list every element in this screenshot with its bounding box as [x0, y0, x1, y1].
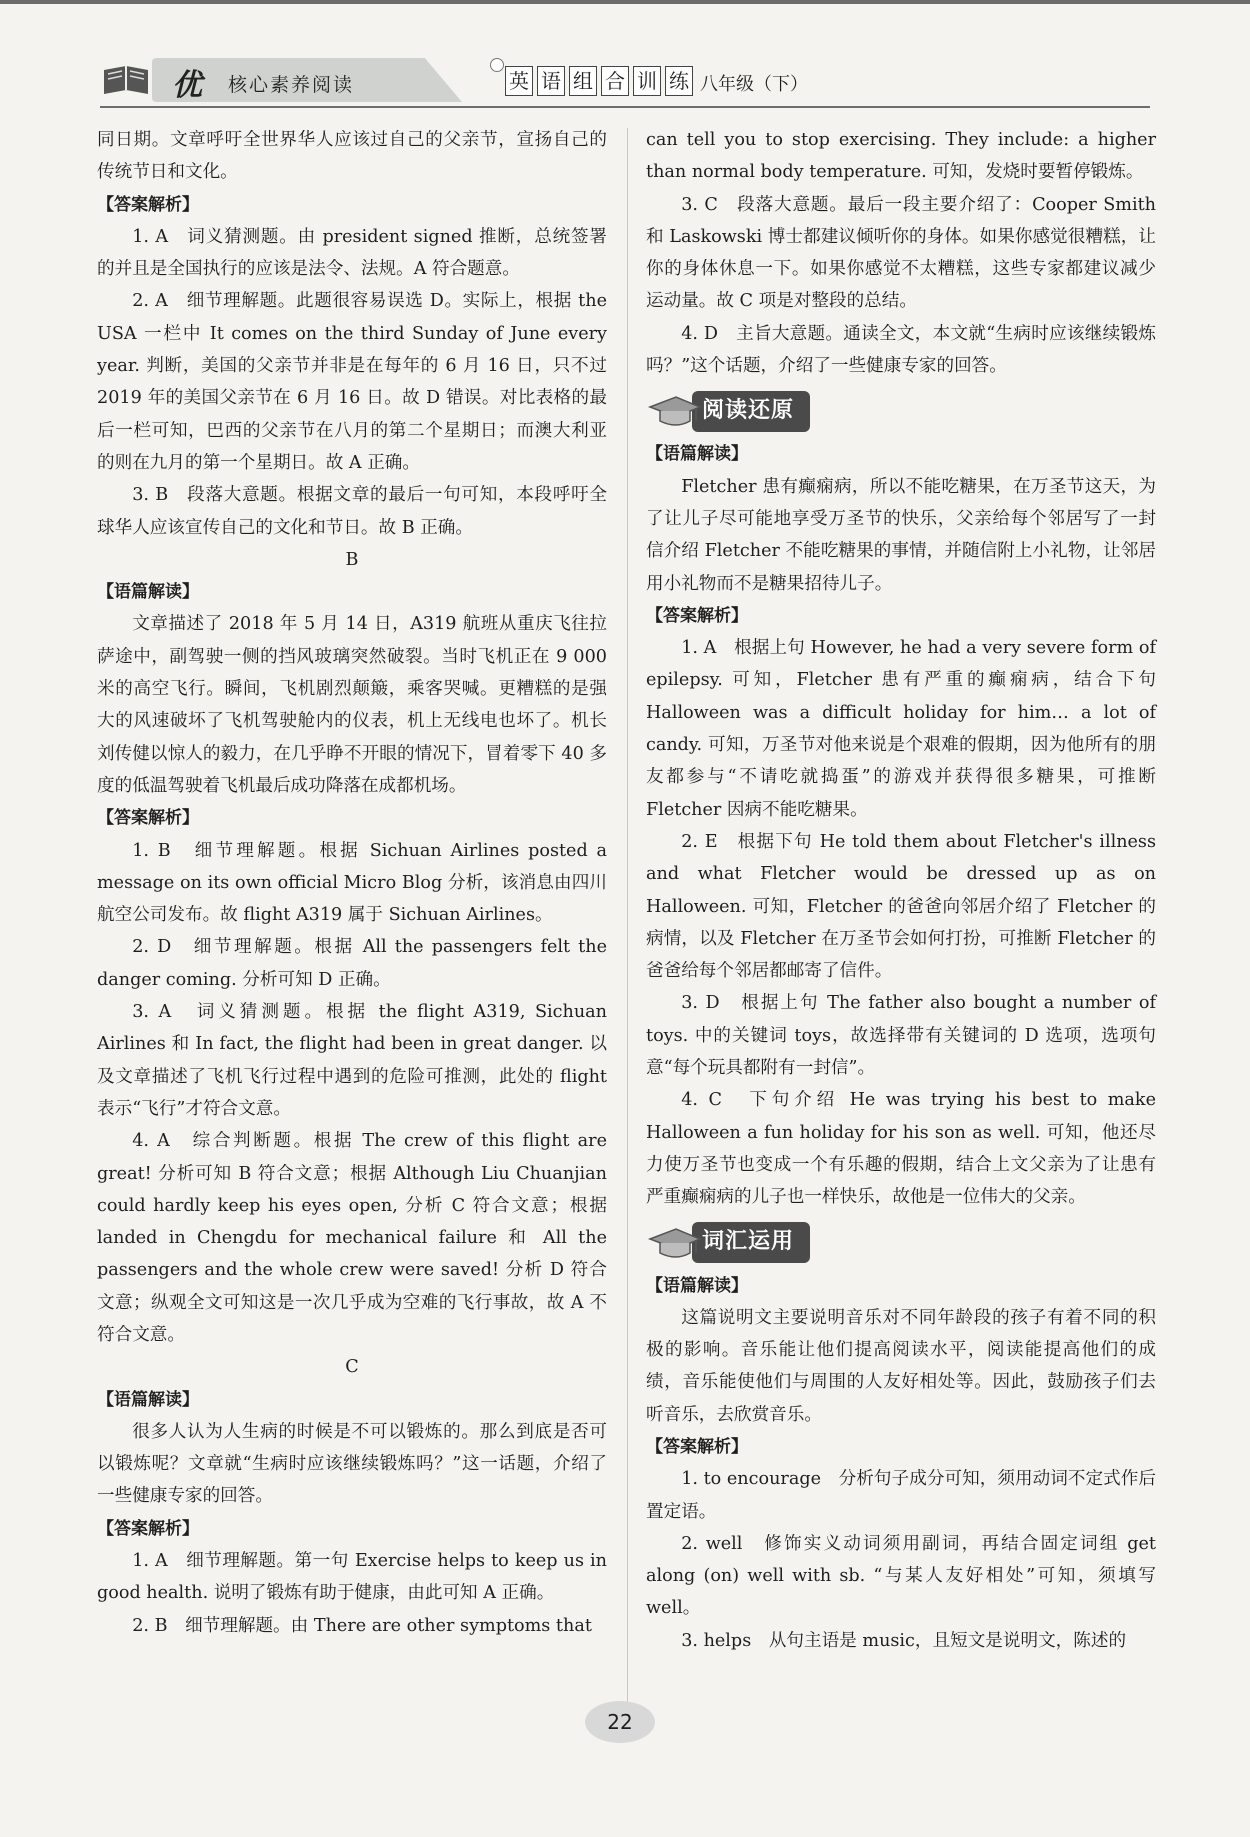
answer-label: 【答案解析】: [97, 1518, 199, 1539]
passage-summary: Fletcher 患有癫痫病，所以不能吃糖果，在万圣节这天，为了让儿子尽可能地享受万圣节的快乐，父亲给每个邻居写了一封信介绍 Fletcher 不能吃糖果的事情，并随信附上小礼物，让邻居用小礼物而不是糖果招待儿子。: [646, 476, 1156, 594]
answer-item: 4. D 主旨大意题。通读全文，本文就“生病时应该继续锻炼吗？”这个话题，介绍了一些健康专家的回答。: [646, 323, 1156, 377]
reading-label: 【语篇解读】: [646, 1275, 748, 1296]
reading-label: 【语篇解读】: [646, 444, 748, 465]
answer-item: 2. D 细节理解题。根据 All the passengers felt the danger coming. 分析可知 D 正确。: [97, 937, 607, 990]
section-heading: B: [345, 549, 359, 570]
answer-item: 2. A 细节理解题。此题很容易误选 D。实际上，根据 the USA 一栏中 It comes on the third Sunday of June every year. 判断，美国的父亲节并非是在每年的 6 月 16 日，只不过 2019 年的美国父亲节在 6 月 16 日。故 D 错误。对比表格的最后一栏可知，巴西的父亲节在八月的第二个星期日；而澳大利亚的则在九月的第一个星期日。故 A 正确。: [97, 291, 607, 473]
answer-item: 1. A 根据上句 However, he had a very severe form of epilepsy. 可知，Fletcher 患有严重的癫痫病，结合下句 Halloween was a difficult holiday for him… a lot of candy. 可知，万圣节对他来说是个艰难的假期，因为他所有的朋友都参与“不请吃就捣蛋”的游戏并获得很多糖果，可推断 Fletcher 因病不能吃糖果。: [646, 638, 1156, 820]
header-dot: [490, 58, 504, 72]
answer-item: 3. C 段落大意题。最后一段主要介绍了：Cooper Smith 和 Laskowski 博士都建议倾听你的身体。如果你感觉很糟糕，让你的身体休息一下。如果你感觉不太糟糕，这些专家都建议减少运动量。故 C 项是对整段的总结。: [646, 194, 1156, 312]
top-rule: [0, 0, 1250, 4]
answer-item: 2. well 修饰实义动词须用副词，再结合固定词组 get along (on) well with sb. “与某人友好相处”可知，须填写 well。: [646, 1533, 1156, 1619]
answer-label: 【答案解析】: [646, 605, 748, 626]
banner-title: 阅读还原: [692, 391, 810, 431]
section-heading: C: [345, 1357, 359, 1378]
paragraph: can tell you to stop exercising. They include: a higher than normal body temperature. 可知，发烧时要暂停锻炼。: [646, 130, 1156, 183]
series-title: [505, 66, 693, 96]
answer-label: 【答案解析】: [646, 1436, 748, 1457]
graduation-cap-icon: [646, 391, 702, 431]
page-number: 22: [585, 1701, 655, 1743]
answer-item: 1. A 细节理解题。第一句 Exercise helps to keep us in good health. 说明了锻炼有助于健康，由此可知 A 正确。: [97, 1551, 607, 1604]
answer-item: 3. helps 从句主语是 music，且短文是说明文，陈述的: [681, 1630, 1127, 1651]
answer-item: 2. E 根据下句 He told them about Fletcher's illness and what Fletcher would be dressed up as on Halloween. 可知，Fletcher 的爸爸向邻居介绍了 Fletcher 的病情，以及 Fletcher 在万圣节会如何打扮，可推断 Fletcher 的爸爸给每个邻居都邮寄了信件。: [646, 831, 1156, 982]
passage-summary: 文章描述了 2018 年 5 月 14 日，A319 航班从重庆飞往拉萨途中，副驾驶一侧的挡风玻璃突然破裂。当时飞机正在 9 000 米的高空飞行。瞬间，飞机剧烈颠簸，乘客哭喊。更糟糕的是强大的风速破坏了飞机驾驶舱内的仪表，机上无线电也坏了。机长刘传健以惊人的毅力，在几乎睁不开眼的情况下，冒着零下 40 多度的低温驾驶着飞机最后成功降落在成都机场。: [97, 614, 607, 796]
left-column: [97, 124, 607, 1642]
answer-item: 2. B 细节理解题。由 There are other symptoms that: [132, 1615, 592, 1636]
brand-title: 核心素养阅读: [228, 74, 355, 96]
answer-item: 4. A 综合判断题。根据 The crew of this flight are great! 分析可知 B 符合文意；根据 Although Liu Chuanjian could hardly keep his eyes open, 分析 C 符合文意；根据 landed in Chengdu for mechanical failure 和 All the passengers and the whole crew were saved! 分析 D 符合文意；纵观全文可知这是一次几乎成为空难的飞行事故，故 A 不符合文意。: [97, 1131, 607, 1345]
banner-title: 词汇运用: [692, 1222, 810, 1262]
answer-item: 3. B 段落大意题。根据文章的最后一句可知，本段呼吁全球华人应该宣传自己的文化和节日。故 B 正确。: [97, 485, 607, 538]
book-icon: [100, 60, 152, 98]
series-char: 合: [601, 66, 629, 96]
series-char: 组: [569, 66, 597, 96]
grade-label: 八年级（下）: [700, 74, 808, 95]
answer-item: 1. to encourage 分析句子成分可知，须用动词不定式作后置定语。: [646, 1469, 1156, 1522]
section-banner: [646, 1218, 1156, 1268]
paragraph: 同日期。文章呼吁全世界华人应该过自己的父亲节，宣扬自己的传统节日和文化。: [97, 130, 607, 183]
passage-summary: 很多人认为人生病的时候是不可以锻炼的。那么到底是否可以锻炼呢？文章就“生病时应该继续锻炼吗？”这一话题，介绍了一些健康专家的回答。: [97, 1421, 607, 1507]
section-banner: [646, 386, 1156, 436]
series-char: 英: [505, 66, 533, 96]
answer-label: 【答案解析】: [97, 194, 199, 215]
series-char: 训: [633, 66, 661, 96]
series-char: 练: [665, 66, 693, 96]
answer-label: 【答案解析】: [97, 808, 199, 829]
reading-label: 【语篇解读】: [97, 1389, 199, 1410]
column-divider: [627, 128, 628, 1703]
answer-item: 3. A 词义猜测题。根据 the flight A319, Sichuan Airlines 和 In fact, the flight had been in great danger. 以及文章描述了飞机飞行过程中遇到的危险可推测，此处的 flight 表示“飞行”才符合文意。: [97, 1002, 607, 1119]
brand-logo: 优: [172, 68, 202, 103]
page-header: [100, 54, 1150, 108]
graduation-cap-icon: [646, 1223, 702, 1263]
answer-item: 1. A 词义猜测题。由 president signed 推断，总统签署的并且是全国执行的应该是法令、法规。A 符合题意。: [97, 226, 607, 280]
reading-label: 【语篇解读】: [97, 582, 199, 603]
answer-item: 1. B 细节理解题。根据 Sichuan Airlines posted a message on its own official Micro Blog 分析，该消息由四川航空公司发布。故 flight A319 属于 Sichuan Airlines。: [97, 840, 607, 926]
passage-summary: 这篇说明文主要说明音乐对不同年龄段的孩子有着不同的积极的影响。音乐能让他们提高阅读水平，阅读能提高他们的成绩，音乐能使他们与周围的人友好相处等。因此，鼓励孩子们去听音乐，去欣赏音乐。: [646, 1307, 1156, 1425]
series-char: 语: [537, 66, 565, 96]
answer-item: 4. C 下句介绍 He was trying his best to make Halloween a fun holiday for his son as well. 可知，他还尽力使万圣节也变成一个有乐趣的假期，结合上文父亲为了让患有严重癫痫病的儿子也一样快乐，故他是一位伟大的父亲。: [646, 1090, 1156, 1208]
right-column: [646, 124, 1156, 1657]
answer-item: 3. D 根据上句 The father also bought a number of toys. 中的关键词 toys，故选择带有关键词的 D 选项，选项句意“每个玩具都附有一封信”。: [646, 993, 1156, 1079]
